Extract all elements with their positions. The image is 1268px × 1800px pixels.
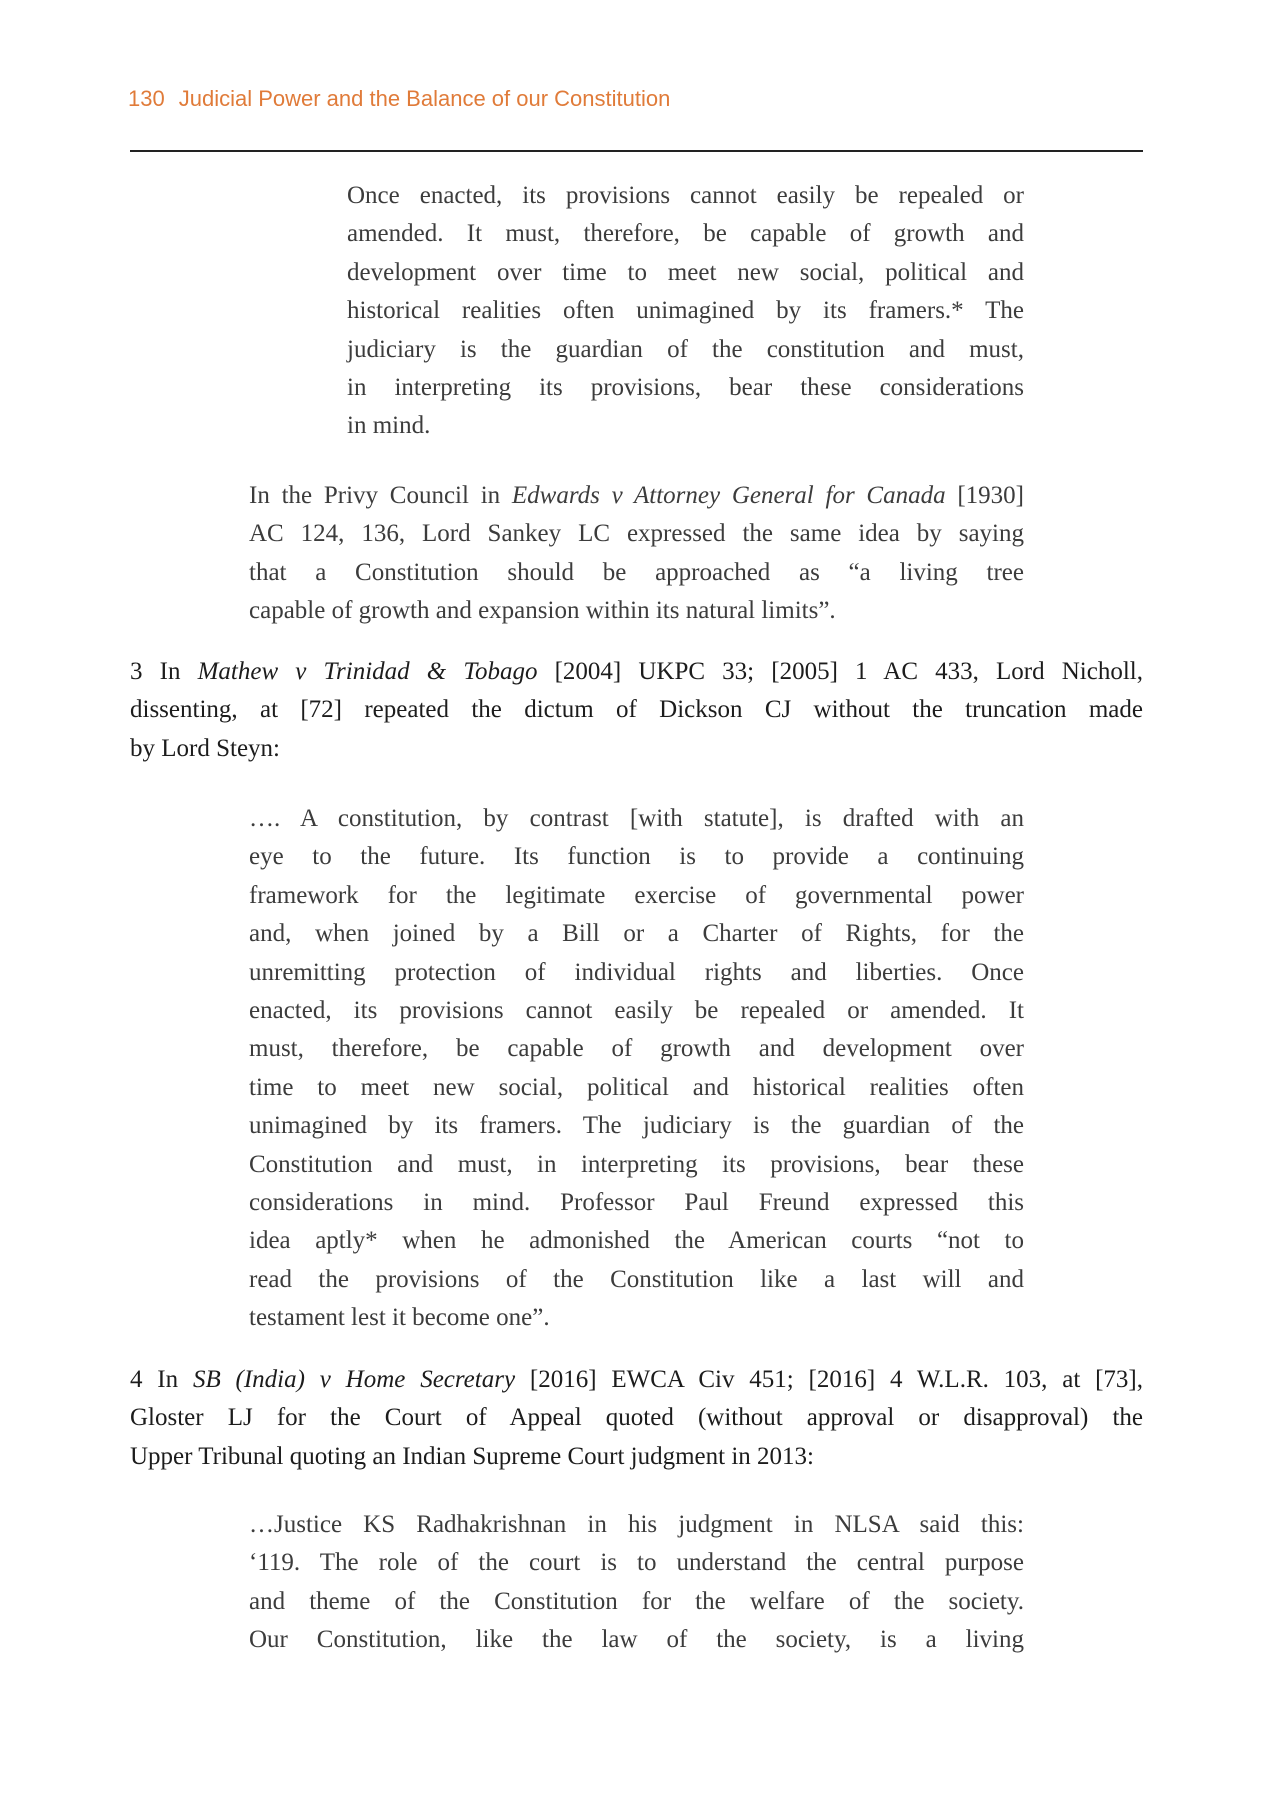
text-line: [130, 691, 1143, 729]
text-segment: dissenting, at [72] repeated the dictum of Dickson CJ without the truncation made: [130, 696, 1143, 724]
text-segment: by Lord Steyn:: [130, 734, 280, 762]
text-segment: in interpreting its provisions, bear these considerations: [347, 373, 1024, 401]
text-segment: time to meet new social, political and historical realities often: [249, 1073, 1024, 1101]
text-line: [249, 1506, 1024, 1544]
block-quote: [347, 177, 1024, 446]
text-segment: [1930]: [945, 482, 1025, 509]
text-segment: framework for the legitimate exercise of governmental power: [249, 881, 1024, 909]
text-segment: enacted, its provisions cannot easily be repealed or amended. It: [249, 996, 1024, 1024]
text-line: [347, 254, 1024, 292]
text-line: [347, 292, 1024, 330]
text-line: [249, 800, 1024, 838]
text-line: [130, 730, 1143, 768]
text-segment: eye to the future. Its function is to provide a continuing: [249, 843, 1024, 871]
text-line: [249, 915, 1024, 953]
text-line: [249, 1544, 1024, 1582]
text-line: [249, 1621, 1024, 1659]
case-name: Mathew v Trinidad & Tobago: [197, 658, 538, 685]
text-segment: must, therefore, be capable of growth and development over: [249, 1035, 1024, 1063]
block-quote: [249, 1506, 1024, 1660]
text-segment: In the Privy Council in: [249, 482, 512, 509]
text-line: [347, 331, 1024, 369]
text-line: [249, 877, 1024, 915]
text-segment: unremitting protection of individual rights and liberties. Once: [249, 958, 1024, 986]
footnote-paragraph-4: [130, 1361, 1143, 1476]
text-segment: in mind.: [347, 412, 431, 440]
text-line: [249, 592, 1024, 630]
text-segment: capable of growth and expansion within its natural limits”.: [249, 597, 836, 625]
text-line: [347, 177, 1024, 215]
text-segment: 4 In: [130, 1366, 193, 1393]
text-line: [249, 992, 1024, 1030]
text-line: [249, 1299, 1024, 1337]
text-segment: Gloster LJ for the Court of Appeal quoted (without approval or disapproval) the: [130, 1404, 1143, 1432]
text-segment: ‘119. The role of the court is to understand the central purpose: [249, 1549, 1024, 1577]
text-segment: …Justice KS Radhakrishnan in his judgment in NLSA said this:: [249, 1511, 1024, 1538]
text-line: [249, 1030, 1024, 1068]
text-segment: [2004] UKPC 33; [2005] 1 AC 433, Lord Nicholl,: [537, 658, 1143, 685]
text-segment: Our Constitution, like the law of the society, is a living: [249, 1626, 1024, 1654]
text-line: [130, 1399, 1143, 1437]
text-segment: Constitution and must, in interpreting its provisions, bear these: [249, 1150, 1024, 1178]
text-line: [130, 1361, 1143, 1399]
text-segment: Once enacted, its provisions cannot easily be repealed or: [347, 182, 1024, 209]
text-line: [249, 1069, 1024, 1107]
text-line: [249, 477, 1024, 515]
footnote-paragraph-3: [130, 653, 1143, 768]
running-header: [128, 86, 670, 112]
text-line: [249, 954, 1024, 992]
text-segment: Upper Tribunal quoting an Indian Supreme Court judgment in 2013:: [130, 1442, 814, 1470]
header-rule: [130, 150, 1143, 152]
text-segment: amended. It must, therefore, be capable of growth and: [347, 220, 1024, 248]
block-quote-commentary: [249, 477, 1024, 631]
text-line: [249, 838, 1024, 876]
text-line: [249, 515, 1024, 553]
text-line: [347, 407, 1024, 445]
text-segment: [2016] EWCA Civ 451; [2016] 4 W.L.R. 103, at [73],: [515, 1366, 1143, 1393]
text-segment: considerations in mind. Professor Paul Freund expressed this: [249, 1188, 1024, 1216]
text-line: [249, 554, 1024, 592]
text-segment: AC 124, 136, Lord Sankey LC expressed the same idea by saying: [249, 520, 1024, 548]
text-segment: that a Constitution should be approached as “a living tree: [249, 558, 1024, 586]
text-line: [249, 1146, 1024, 1184]
text-segment: development over time to meet new social, political and: [347, 258, 1024, 286]
text-segment: and theme of the Constitution for the welfare of the society.: [249, 1587, 1024, 1615]
text-segment: judiciary is the guardian of the constitution and must,: [347, 335, 1024, 363]
text-segment: unimagined by its framers. The judiciary is the guardian of the: [249, 1112, 1024, 1140]
text-line: [249, 1107, 1024, 1145]
text-line: [249, 1222, 1024, 1260]
block-quote: [249, 800, 1024, 1337]
text-segment: testament lest it become one”.: [249, 1304, 550, 1332]
text-segment: …. A constitution, by contrast [with statute], is drafted with an: [249, 805, 1024, 832]
text-line: [347, 369, 1024, 407]
book-title: Judicial Power and the Balance of our Constitution: [178, 86, 671, 111]
text-line: [347, 215, 1024, 253]
text-line: [249, 1184, 1024, 1222]
text-segment: and, when joined by a Bill or a Charter of Rights, for the: [249, 920, 1024, 948]
text-segment: read the provisions of the Constitution like a last will and: [249, 1265, 1024, 1293]
text-line: [130, 1438, 1143, 1476]
text-line: [130, 653, 1143, 691]
case-name: SB (India) v Home Secretary: [192, 1366, 516, 1393]
text-segment: 3 In: [130, 658, 198, 685]
text-segment: idea aptly* when he admonished the American courts “not to: [249, 1227, 1024, 1255]
page-number: 130: [128, 86, 165, 111]
case-name: Edwards v Attorney General for Canada: [511, 482, 946, 509]
text-segment: historical realities often unimagined by its framers.* The: [347, 297, 1024, 325]
text-line: [249, 1583, 1024, 1621]
text-line: [249, 1261, 1024, 1299]
